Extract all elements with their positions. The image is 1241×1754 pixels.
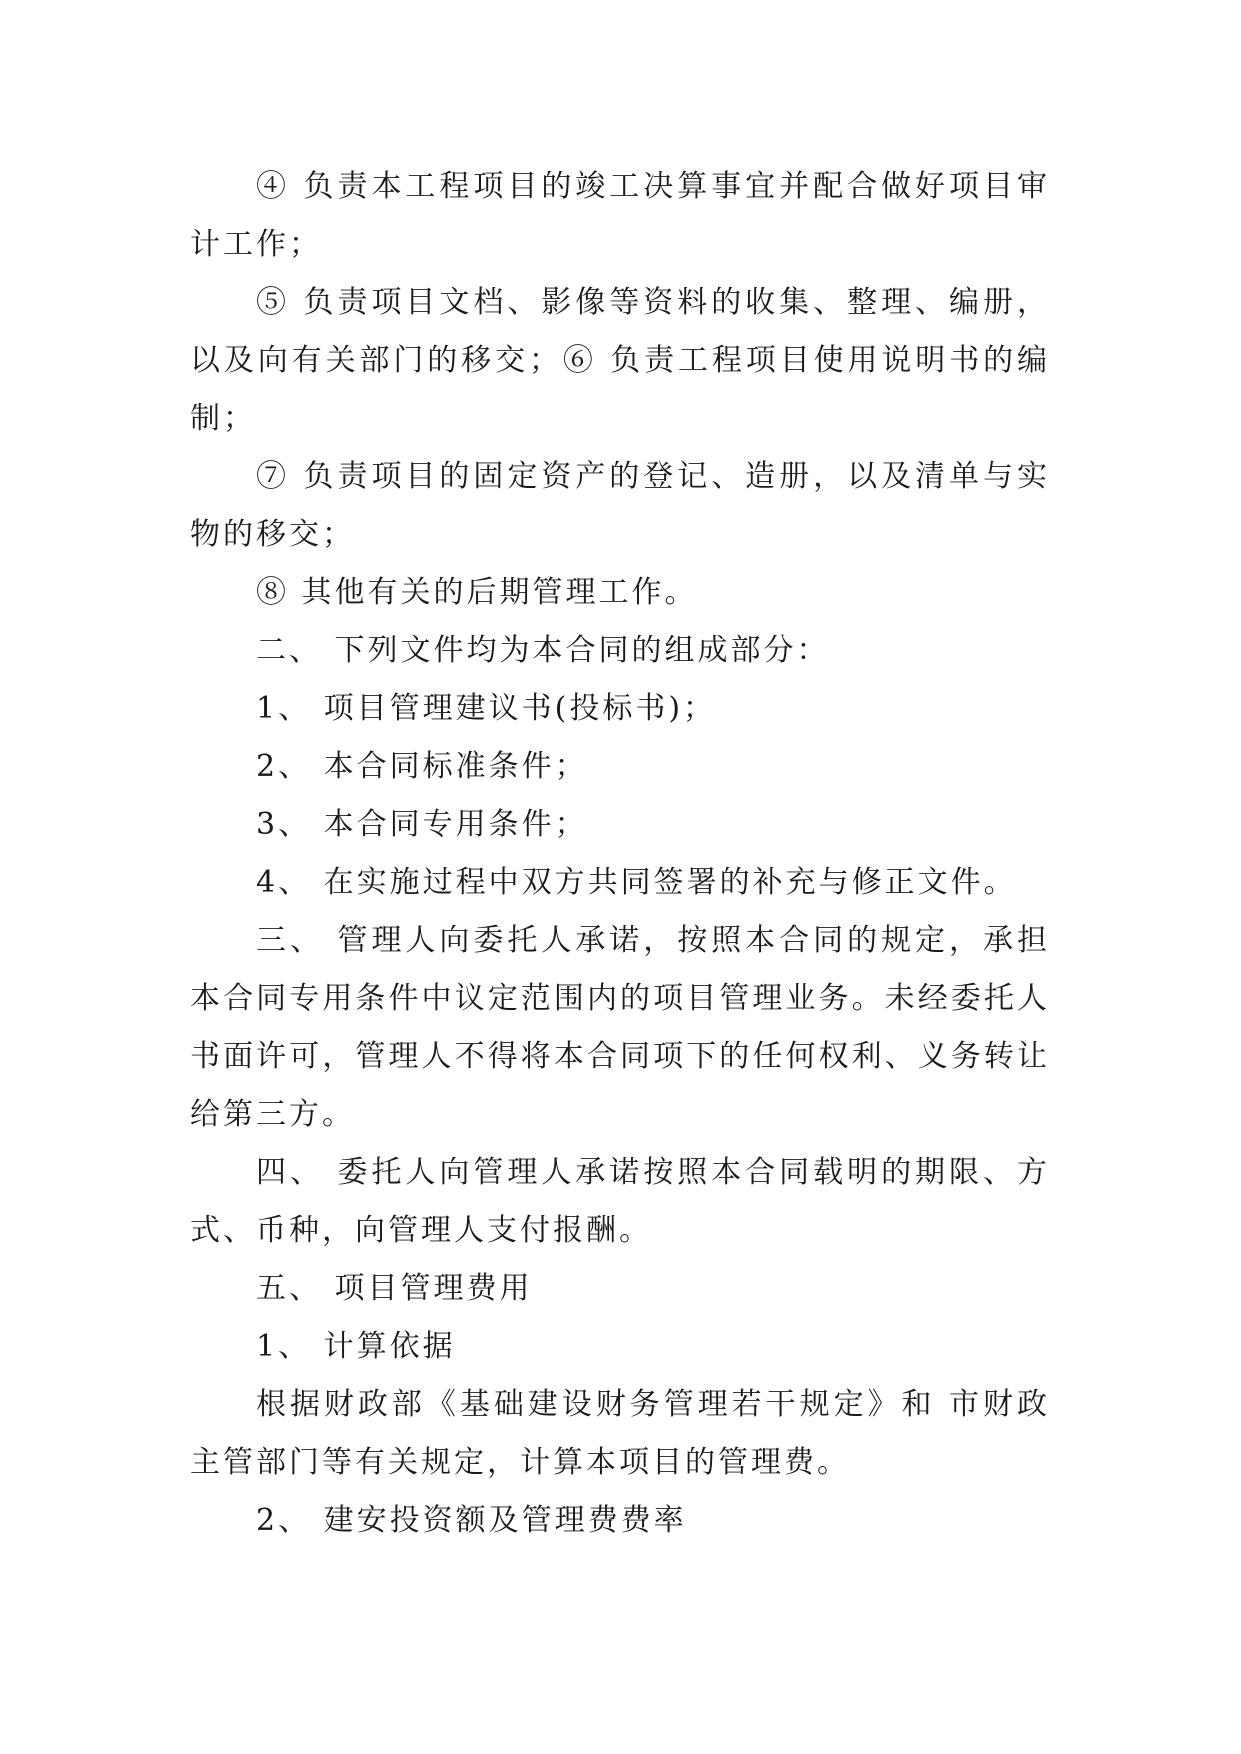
fee-basis-paragraph: 根据财政部《基础建设财务管理若干规定》和 市财政主管部门等有关规定，计算本项目的管理费。 [190,1387,1050,1480]
list-item-1: 1、 项目管理建议书(投标书)； [256,691,717,726]
list-item-3: 3、 本合同专用条件； [256,807,588,842]
list-item-4: 4、 在实施过程中双方共同签署的补充与修正文件。 [256,865,1017,900]
paragraph-item-7: ⑦ 负责项目的固定资产的登记、造册，以及清单与实物的移交； [190,459,1050,552]
paragraph-item-4: ④ 负责本工程项目的竣工决算事宜并配合做好项目审计工作； [190,169,1050,262]
fee-basis-heading: 1、 计算依据 [256,1329,456,1364]
section-two-heading: 二、 下列文件均为本合同的组成部分： [256,633,830,668]
list-item-2: 2、 本合同标准条件； [256,749,588,784]
fee-rate-heading: 2、 建安投资额及管理费费率 [256,1503,687,1538]
section-five-heading: 五、 项目管理费用 [256,1271,533,1306]
paragraph-item-8: ⑧ 其他有关的后期管理工作。 [256,575,698,610]
paragraph-item-5-6: ⑤ 负责项目文档、影像等资料的收集、整理、编册，以及向有关部门的移交；⑥ 负责工程项目使用说明书的编制； [190,285,1050,436]
section-three-paragraph: 三、 管理人向委托人承诺，按照本合同的规定，承担本合同专用条件中议定范围内的项目管理业务。未经委托人书面许可，管理人不得将本合同项下的任何权利、义务转让给第三方。 [190,923,1050,1132]
section-four-paragraph: 四、 委托人向管理人承诺按照本合同载明的期限、方式、币种，向管理人支付报酬。 [190,1155,1050,1248]
document-body [190,158,1050,1550]
